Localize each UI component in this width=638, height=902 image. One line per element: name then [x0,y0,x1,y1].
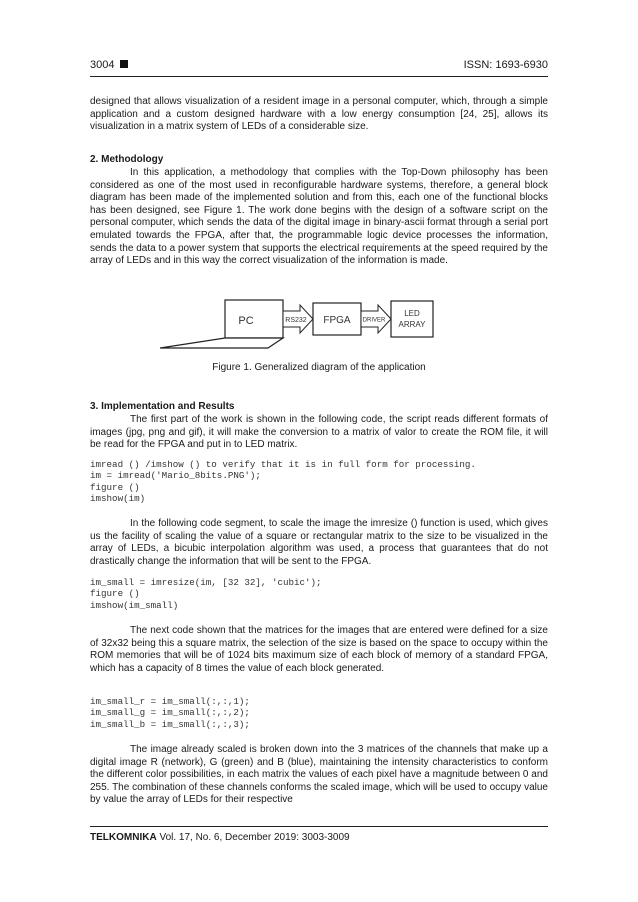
section-2-heading: 2. Methodology [90,154,164,165]
driver-label: DRIVER [362,317,386,324]
page-header [90,59,548,73]
section-2-paragraph: In this application, a methodology that complies with the Top-Down philosophy has been considered as one of the most used in reconfigurable hardware systems, therefore, a general block diagram has been made of the implemented solution and from this, each one of the functional blocks has been designed, see Figure 1. The work done begins with the design of a software script on the personal computer, which sends the data of the digital image in binary-ascii format through a serial port emulated towards the FPGA, after that, the programmable logic device processes the information, sends the data to a power system that supports the electrical requirements at the speed required by the array of LEDs and in this way the correct visualization of the information is made. [90,167,548,267]
intro-paragraph: designed that allows visualization of a resident image in a personal computer, which, through a simple application and a custom designed hardware with a low energy consumption [24, 25], allows its visualization in a matrix system of LEDs of a considerable size. [90,96,548,133]
page-footer [90,832,350,843]
led-label-line1: LED [404,309,420,318]
page-number: 3004 [90,59,115,71]
journal-citation: Vol. 17, No. 6, December 2019: 3003-3009 [156,832,350,843]
page-number-group [90,59,128,71]
laptop-base [160,338,283,348]
journal-name: TELKOMNIKA [90,832,157,843]
figure-1-caption: Figure 1. Generalized diagram of the application [212,362,426,373]
black-square-icon [120,60,128,68]
pc-label: PC [238,315,254,327]
section-3-heading: 3. Implementation and Results [90,401,235,412]
header-rule [90,76,548,77]
code-block-2: im_small = imresize(im, [32 32], 'cubic'); figure () imshow(im_small) [90,577,322,611]
code-block-3: im_small_r = im_small(:,:,1); im_small_g = im_small(:,:,2); im_small_b = im_small(:,:,3); [90,696,250,730]
pc-block [225,300,283,338]
issn: ISSN: 1693-6930 [463,59,548,71]
section-3-paragraph-4: The image already scaled is broken down into the 3 matrices of the channels that make up a digital image R (network), G (green) and B (blue), maintaining the intensity characteristics to conform the different color possibilities, in each matrix the values of each pixel have a magnitude between 0 and 255. The combination of these channels conforms the scaled image, which will be used to occupy value by value the array of LEDs for their respective [90,744,548,806]
led-array-block [391,301,433,337]
figure-1-diagram [160,292,460,354]
section-3-paragraph-3: The next code shown that the matrices for the images that are entered were defined for a size of 32x32 being this a square matrix, the selection of the size is based on the space to occupy within the ROM memories that will be of 1024 bits maximum size of each block of memory of a standard FPGA, which has a capacity of 8 times the value of each block generated. [90,625,548,674]
fpga-label: FPGA [323,315,351,326]
led-label-line2: ARRAY [398,320,426,329]
code-block-1: imread () /imshow () to verify that it is in full form for processing. im = imread('Mario_8bits.PNG'); figure () imshow(im) [90,459,476,505]
rs232-label: RS232 [285,317,307,324]
section-3-paragraph-2: In the following code segment, to scale the image the imresize () function is used, which gives us the facility of scaling the value of a square or rectangular matrix to the size to be visualized in the array of LEDs, a bicubic interpolation algorithm was used, a process that guarantees that do not drastically change the information that will be sent to the FPGA. [90,518,548,567]
section-3-paragraph-1: The first part of the work is shown in the following code, the script reads different formats of images (jpg, png and gif), it will make the conversion to a matrix of valor to create the ROM file, it will be read for the FPGA and put in to LED matrix. [90,414,548,451]
footer-rule [90,826,548,827]
